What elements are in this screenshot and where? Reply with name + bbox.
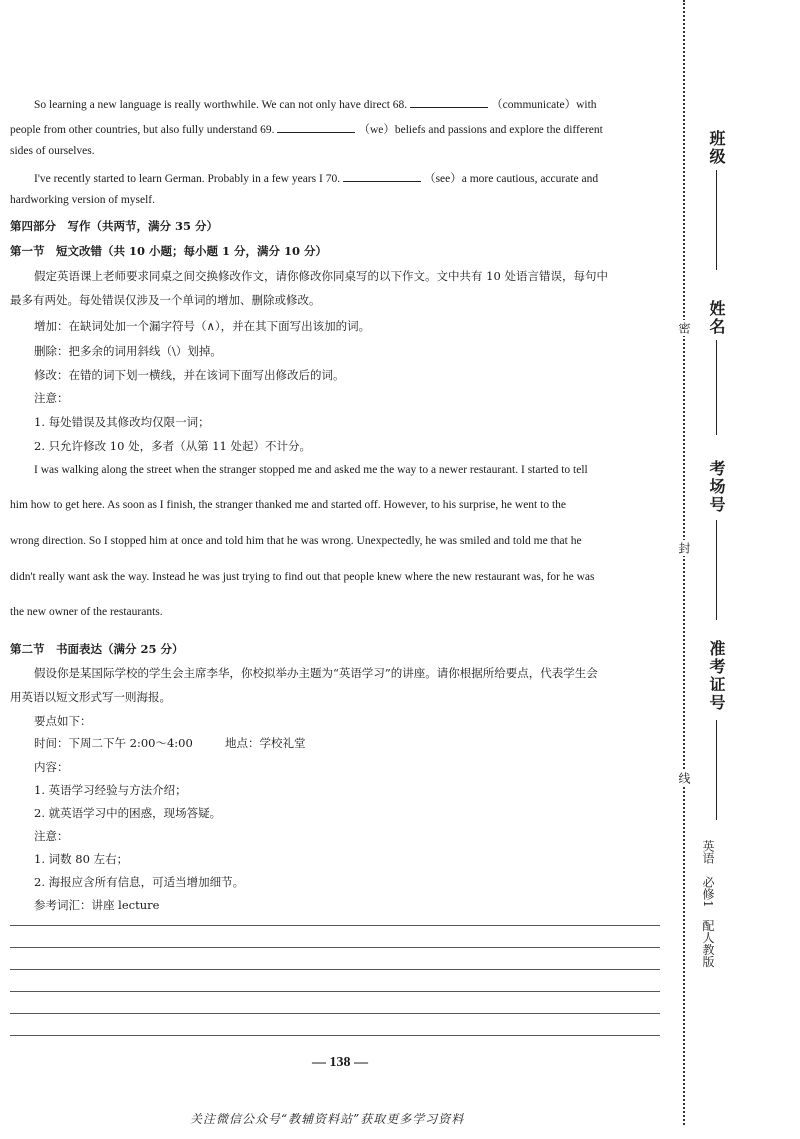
room-label: 考场号 bbox=[707, 460, 726, 514]
event-place: 地点：学校礼堂 bbox=[225, 736, 306, 750]
event-time: 时间：下周二下午 2:00～4:00 bbox=[34, 736, 193, 750]
writing-line[interactable] bbox=[10, 925, 660, 926]
content-label: 内容： bbox=[34, 760, 69, 774]
section1-heading: 第一节 短文改错（共 10 小题；每小题 1 分，满分 10 分） bbox=[10, 244, 328, 258]
reading-text: So learning a new language is really worthwhile. We can not only have direct 68. bbox=[34, 99, 408, 111]
writing-line[interactable] bbox=[10, 969, 660, 970]
section2-intro: 用英语以短文形式写一则海报。 bbox=[10, 690, 171, 704]
points-label: 要点如下： bbox=[34, 714, 92, 728]
book-info: 英语 必修1 配人教版 bbox=[701, 840, 715, 968]
vocab-hint: 参考词汇：讲座 lecture bbox=[34, 898, 160, 912]
passage-line[interactable]: I was walking along the street when the stranger stopped me and asked me the way to a newer restaurant. I started to tell bbox=[34, 464, 588, 476]
note-item: 2. 只允许修改 10 处，多者（从第 11 处起）不计分。 bbox=[34, 439, 312, 453]
section1-intro: 假定英语课上老师要求同桌之间交换修改作文，请你修改你同桌写的以下作文。文中共有 10 处语言错误，每句中 bbox=[34, 269, 608, 283]
writing-line[interactable] bbox=[10, 991, 660, 992]
note-item: 2. 海报应含所有信息，可适当增加细节。 bbox=[34, 875, 245, 889]
section2-heading: 第二节 书面表达（满分 25 分） bbox=[10, 642, 184, 656]
note-label: 注意： bbox=[34, 391, 69, 405]
reading-text: people from other countries, but also fully understand 69. bbox=[10, 124, 275, 136]
ticket-label: 准考证号 bbox=[707, 640, 726, 712]
passage-line[interactable]: the new owner of the restaurants. bbox=[10, 606, 163, 618]
writing-line[interactable] bbox=[10, 1035, 660, 1036]
writing-line[interactable] bbox=[10, 947, 660, 948]
name-field[interactable] bbox=[716, 340, 717, 435]
answer-blank-69[interactable] bbox=[277, 122, 355, 133]
content-item: 2. 就英语学习中的困惑，现场答疑。 bbox=[34, 806, 222, 820]
content-item: 1. 英语学习经验与方法介绍； bbox=[34, 783, 187, 797]
instruction-delete: 删除：把多余的词用斜线（\）划掉。 bbox=[34, 344, 222, 358]
instruction-modify: 修改：在错的词下划一横线，并在该词下面写出修改后的词。 bbox=[34, 368, 345, 382]
name-label: 姓名 bbox=[707, 300, 726, 336]
note-item: 1. 词数 80 左右； bbox=[34, 852, 129, 866]
reading-line: sides of ourselves. bbox=[10, 145, 95, 157]
section1-intro: 最多有两处。每处错误仅涉及一个单词的增加、删除或修改。 bbox=[10, 293, 321, 307]
seal-mark: 封 bbox=[677, 542, 691, 554]
hint-text: （see）a more cautious, accurate and bbox=[424, 173, 599, 185]
seal-mark: 线 bbox=[677, 772, 691, 784]
writing-line[interactable] bbox=[10, 1013, 660, 1014]
passage-line[interactable]: him how to get here. As soon as I finish, the stranger thanked me and started off. However, to his surprise, he went to the bbox=[10, 499, 566, 511]
instruction-add: 增加：在缺词处加一个漏字符号（∧），并在其下面写出该加的词。 bbox=[34, 319, 371, 333]
note-item: 1. 每处错误及其修改均仅限一词； bbox=[34, 415, 210, 429]
page-number: — 138 — bbox=[312, 1055, 368, 1070]
answer-blank-70[interactable] bbox=[343, 171, 421, 182]
passage-line[interactable]: didn't really want ask the way. Instead he was just trying to find out that people knew where the new restaurant was, for he was bbox=[10, 571, 595, 583]
reading-line bbox=[10, 121, 603, 137]
room-field[interactable] bbox=[716, 520, 717, 620]
reading-text: I've recently started to learn German. Probably in a few years I 70. bbox=[34, 173, 341, 185]
footer-note: 关注微信公众号“教辅资料站”获取更多学习资料 bbox=[190, 1112, 465, 1126]
part4-heading: 第四部分 写作（共两节，满分 35 分） bbox=[10, 219, 219, 233]
section2-intro: 假设你是某国际学校的学生会主席李华，你校拟举办主题为“英语学习”的讲座。请你根据所给要点，代表学生会 bbox=[34, 666, 598, 680]
class-field[interactable] bbox=[716, 170, 717, 270]
hint-text: （we）beliefs and passions and explore the different bbox=[358, 124, 603, 136]
reading-line: hardworking version of myself. bbox=[10, 194, 155, 206]
seal-mark: 密 bbox=[677, 322, 691, 334]
note-label: 注意： bbox=[34, 829, 69, 843]
class-label: 班级 bbox=[707, 130, 726, 166]
reading-line bbox=[34, 170, 598, 186]
passage-line[interactable]: wrong direction. So I stopped him at once and told him that he was wrong. Unexpectedly, he was smiled and told me that he bbox=[10, 535, 582, 547]
hint-text: （communicate）with bbox=[491, 99, 597, 111]
reading-line bbox=[34, 96, 597, 112]
ticket-field[interactable] bbox=[716, 720, 717, 820]
binding-dotted-line bbox=[683, 0, 685, 1125]
answer-blank-68[interactable] bbox=[410, 97, 488, 108]
